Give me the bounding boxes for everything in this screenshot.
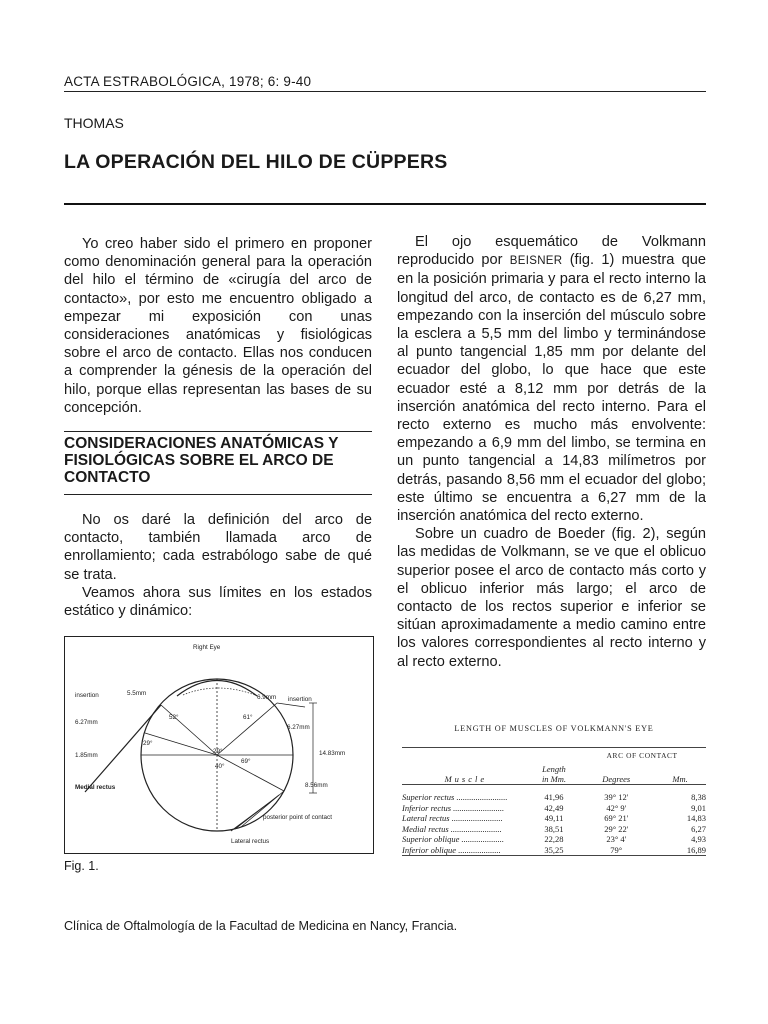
table-row xyxy=(402,834,706,845)
label-medial-rectus: Medial rectus xyxy=(75,784,116,791)
label-lateral-rectus: Lateral rectus xyxy=(231,838,270,845)
table-header-length xyxy=(402,760,706,774)
table-row xyxy=(402,813,706,824)
table-grid xyxy=(402,747,706,856)
radius-medial-tangent xyxy=(145,733,217,755)
section-heading: CONSIDERACIONES ANATÓMICAS Y FISIOLÓGICAS SOBRE EL ARCO DE CONTACTO xyxy=(64,435,339,486)
cell-muscle: Superior rectus ........................ xyxy=(402,792,508,802)
right-column xyxy=(397,233,706,671)
intro-paragraph xyxy=(64,235,372,417)
table-header-arc xyxy=(402,748,706,760)
label-6-9mm: 6.9mm xyxy=(257,694,277,701)
cell-muscle: Superior oblique .................... xyxy=(402,834,504,844)
label-14-83mm: 14.83mm xyxy=(319,750,346,757)
label-8-56mm: 8.56mm xyxy=(305,782,328,789)
cell-mm: 9,01 xyxy=(691,802,706,813)
intro-text: Yo creo haber sido el primero en proponer como denominación general para la operación del hilo el término de «cirugía del arco de contacto», por esto me encuentro obligado a empezar mi exposición con unas consideraciones anatómicas y fisiológicas sobre el arco de contacto. Ellas nos conducen a comprender la génesis de la operación del hilo, porque ellas representan las bases de su concepción. xyxy=(64,236,372,416)
label-insertion-left: insertion xyxy=(75,692,99,699)
limbus-arc xyxy=(183,688,255,695)
journal-citation: ACTA ESTRABOLÓGICA, 1978; 6: 9-40 xyxy=(64,74,312,89)
cell-muscle: Lateral rectus ........................ xyxy=(402,813,503,823)
cell-length: 41,96 xyxy=(544,792,564,802)
cell-muscle: Medial rectus ........................ xyxy=(402,823,502,834)
section-paragraph-1: No os daré la definición del arco de contacto, también llamada arco de enrollamiento; cada estrabólogo sabe de qué se trata. xyxy=(64,512,372,583)
table-header-row xyxy=(402,774,706,785)
lateral-rectus-fibers xyxy=(231,791,284,831)
p1-before: El ojo esquemático de Volkmann reproducido por xyxy=(397,234,706,269)
lateral-insertion-tick xyxy=(277,703,305,707)
label-angle-29-center: 29° xyxy=(213,748,223,755)
title-rule xyxy=(64,203,706,205)
label-angle-40: 40° xyxy=(215,763,225,770)
cell-mm: 8,38 xyxy=(691,792,706,802)
cited-author: BEISNER xyxy=(509,255,563,268)
mm-header: Mm. xyxy=(672,774,688,784)
volkmann-table xyxy=(402,724,706,856)
cell-length: 42,49 xyxy=(544,802,564,813)
cell-length: 49,11 xyxy=(544,813,564,823)
cell-muscle: Inferior rectus ........................ xyxy=(402,802,505,813)
cell-degrees: 69° 21' xyxy=(604,813,629,823)
label-angle-69: 69° xyxy=(241,758,251,765)
label-angle-61: 61° xyxy=(243,714,253,721)
table-row xyxy=(402,824,706,835)
cell-mm: 16,89 xyxy=(686,844,706,855)
cell-muscle: Inferior oblique .................... xyxy=(402,844,501,855)
table-title: LENGTH OF MUSCLES OF VOLKMANN'S EYE xyxy=(454,724,654,733)
section-rule-bottom xyxy=(64,494,372,495)
header-rule xyxy=(64,91,706,92)
label-right-eye: Right Eye xyxy=(193,644,221,651)
figure-caption: Fig. 1. xyxy=(64,859,99,873)
cell-degrees: 42° 9' xyxy=(606,802,627,813)
author-name: THOMAS xyxy=(64,115,124,131)
article-title: LA OPERACIÓN DEL HILO DE CÜPPERS xyxy=(64,151,448,173)
table-rule-mid xyxy=(402,785,706,793)
label-insertion-right: insertion xyxy=(288,696,312,703)
cell-mm: 4,93 xyxy=(691,834,706,844)
cell-length: 38,51 xyxy=(544,823,564,834)
label-posterior-point: posterior point of contact xyxy=(263,814,332,821)
eye-diagram xyxy=(65,637,373,853)
section-rule-top xyxy=(64,431,372,432)
label-5-5mm: 5.5mm xyxy=(127,690,147,697)
label-angle-29-left: 29° xyxy=(143,740,153,747)
arc-of-contact-header: ARC OF CONTACT xyxy=(606,751,678,760)
label-6-27mm-left: 6.27mm xyxy=(75,719,98,726)
radius-lateral-insertion xyxy=(217,703,277,755)
degrees-header: Degrees xyxy=(602,774,631,784)
section-body xyxy=(64,511,372,620)
cell-length: 22,28 xyxy=(544,834,564,844)
table-row xyxy=(402,803,706,814)
cell-mm: 6,27 xyxy=(691,823,706,834)
length-header-2: in Mm. xyxy=(541,774,567,784)
table-body xyxy=(402,792,706,856)
table-rule-bottom xyxy=(402,856,706,857)
length-header-1: Length xyxy=(542,764,566,774)
table-row xyxy=(402,792,706,803)
figure-1 xyxy=(64,636,374,854)
p1-after: (fig. 1) muestra que en la posición primaria y para el recto interno la longitud del arco, de contacto es de 6,27 mm, empezando con la inserción del músculo sobre la esclera a 5,5 mm del limbo y terminándose al punto tangencial 1,85 mm por delante del ecuador del globo, lo que hace que este ecuador esté a 8,12 mm por detrás de la inserción anatómica del recto interno. Para el recto externo es mucho más envolvente: empezando a 6,9 mm del limbo, se termina en un punto tangencial a 14,83 milímetros por detrás, pasando 8,56 mm el ecuador del globo; este último se encuentra a 6,27 mm de la inserción anatómica del recto externo. xyxy=(397,252,706,525)
affiliation: Clínica de Oftalmología de la Facultad de Medicina en Nancy, Francia. xyxy=(64,919,458,933)
label-angle-52: 52° xyxy=(169,714,179,721)
right-paragraph-1 xyxy=(397,233,706,525)
cell-degrees: 29° 22' xyxy=(604,823,629,834)
cell-degrees: 23° 4' xyxy=(606,834,627,844)
cell-degrees: 79° xyxy=(610,844,623,855)
cell-degrees: 39° 12' xyxy=(604,792,629,802)
radius-medial-insertion xyxy=(161,705,217,755)
label-6-27mm-right: 6.27mm xyxy=(287,724,310,731)
cell-mm: 14,83 xyxy=(686,813,706,823)
muscle-header: Muscle xyxy=(444,774,488,784)
cell-length: 35,25 xyxy=(544,844,564,855)
label-1-85mm: 1.85mm xyxy=(75,752,98,759)
table-row xyxy=(402,845,706,856)
section-paragraph-2: Veamos ahora sus límites en los estados estático y dinámico: xyxy=(64,584,372,620)
right-paragraph-2: Sobre un cuadro de Boeder (fig. 2), según las medidas de Volkmann, se ve que el oblicuo superior posee el arco de contacto más corto y el oblicuo inferior más largo; el arco de contacto de los rectos superior e inferior se sitúan aproximadamente a medio camino entre los valores correspondientes al recto interno y al recto externo. xyxy=(397,526,706,670)
